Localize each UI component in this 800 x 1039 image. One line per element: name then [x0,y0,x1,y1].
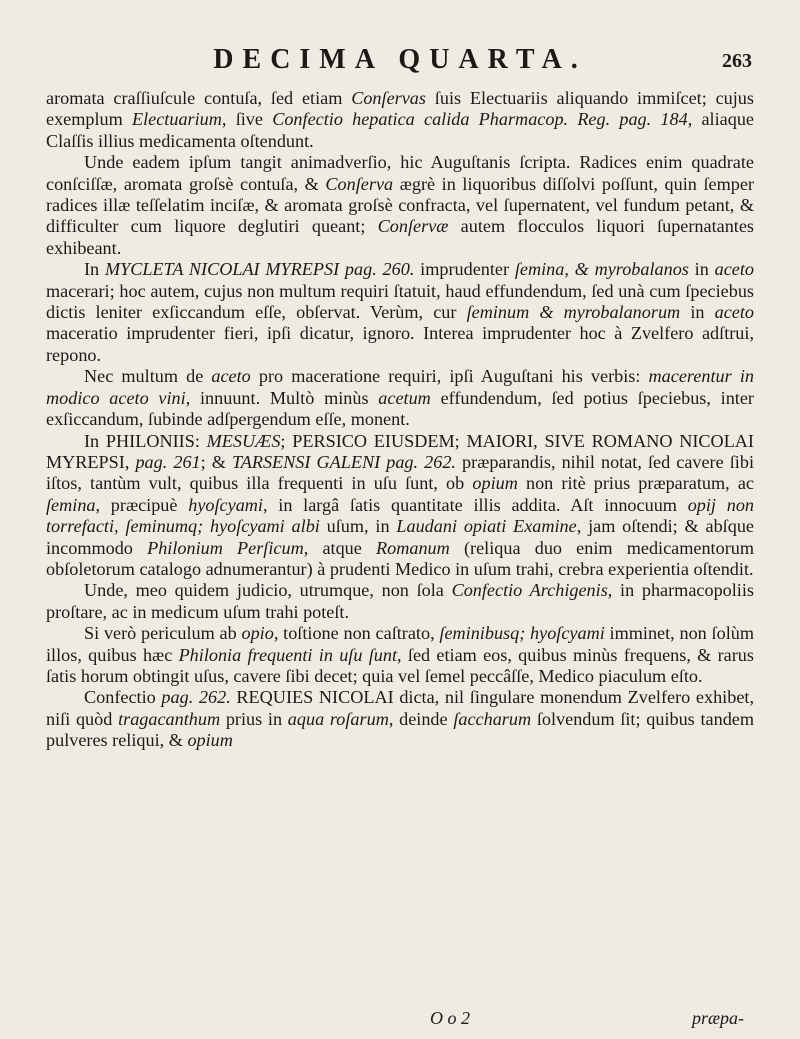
italic-run: Laudani opiati Examine [396,516,577,537]
paragraph [46,88,754,152]
text-run: aromata craſſiuſcule contuſa, ſed etiam [46,88,352,108]
paragraph [46,152,754,259]
italic-run: opium [472,473,518,494]
signature-mark: O o 2 [430,1008,470,1028]
text-run: Confectio [84,687,162,708]
italic-run: ſemina [46,494,96,515]
text-run: ; & [200,451,232,472]
italic-run: aceto [714,259,754,280]
italic-run: Romanum [376,537,450,558]
paragraph [46,366,754,430]
text-run: ; PERSICO EIUSDEM; MAIORI, SIVE ROMANO NICOLAI MYREPSI, [46,430,754,472]
text-run: effundendum, ſed potius ſpeciebus, inter exſiccandum, ſubinde adſpergendum eſſe, monent. [46,387,754,430]
italic-run: hyoſcyami [188,494,263,515]
text-run: ægrè in liquoribus diſſolvi poſſunt, quin ſemper radices illæ teſſelatim inciſæ, & aromata groſsè confracta, vel ſupernatent, vel fundum petant, & difficulter cum liquore deglutiri queant; [46,173,754,237]
text-run: , in largâ ſatis quantitate illis addita. Aſt innocuum [262,494,688,515]
italic-run: Philonia frequenti in uſu ſunt [178,644,398,665]
paragraph [46,259,754,366]
text-run: præparandis, nihil notat, ſed cavere ſibi iſtos, tantùm vult, quibus illa frequenti in uſu ſunt, ob [46,451,755,494]
running-title: DECIMA QUARTA. [213,44,587,75]
text-run: in [680,302,715,323]
text-run: macerari; hoc autem, cujus non multum requiri ſtatuit, haud effundendum, ſed unà cum ſpeciebus dictis leniter exſiccandum eſſe, obſervat. Verùm, cur [46,280,754,323]
italic-run: Confectio Archigenis [451,580,608,601]
italic-run: ſeminum & myrobalanorum [466,302,681,323]
text-run: In [84,259,105,280]
text-run: , innuunt. Multò minùs [185,387,379,408]
text-run: REQUIES NICOLAI dicta, nil ſingulare monendum Zvelfero exhibet, niſi quòd [46,687,754,729]
text-run: Nec multum de [84,366,212,387]
text-run: uſum, in [319,516,397,537]
text-run: in [688,259,715,280]
italic-run: aceto [211,366,251,387]
text-run: Si verò periculum ab [84,623,242,644]
text-run: ſolvendum ſit; quibus tandem pulveres reliqui, & [46,708,755,751]
text-run: , aliaque Claſſis illius medicamenta oſtendunt. [46,109,754,151]
italic-run: MYCLETA NICOLAI MYREPSI pag. 260. [104,259,415,280]
paragraph [46,623,754,687]
text-run: Unde, meo quidem judicio, utrumque, non ſola [84,580,452,601]
italic-run: aceto [714,302,754,323]
page-footer [0,1008,800,1034]
text-run: Unde eadem ipſum tangit animadverſio, hic Auguſtanis ſcripta. Radices enim quadrate conſciſſæ, aromata groſsè contuſa, & [46,152,754,194]
italic-run: macerentur in modico aceto vini [46,366,754,408]
italic-run: Conſervæ [377,216,449,237]
text-run: prius in [220,708,288,729]
italic-run: opij non torrefacti, ſeminumq; hyoſcyami albi [46,494,755,537]
italic-run: tragacanthum [118,708,221,729]
text-run: , jam oſtendi; & abſque incommodo [46,516,754,558]
text-run: non ritè prius præparatum, ac [517,473,754,494]
italic-run: pag. 261 [135,451,201,472]
italic-run: aqua roſarum [287,708,389,729]
paragraph [46,431,754,581]
paragraph [46,687,754,751]
italic-run: opio [241,623,274,644]
text-run: , deinde [388,708,454,729]
text-run: imminet, non ſolùm illos, quibus hæc [46,623,754,665]
italic-run: Electuarium [132,109,222,130]
text-run: imprudenter [414,259,515,280]
italic-run: ſaccharum [453,708,532,729]
text-run: In PHILONIIS: [84,430,207,451]
text-run: maceratio imprudenter fieri, ipſi dicatur, ignoro. Interea imprudenter hoc à Zvelfero adſtrui, repono. [46,323,754,365]
running-head [0,44,800,78]
italic-run: ſemina, & myrobalanos [514,259,689,280]
text-run: , ſive [221,109,273,130]
italic-run: TARSENSI GALENI pag. 262. [231,451,456,472]
italic-run: pag. 262. [161,687,231,708]
text-run: , atque [303,537,377,558]
body-text [46,88,754,752]
italic-run: MESUÆS [206,430,281,451]
text-run: (reliqua duo enim medicamentorum obſoletorum catalogo adnumerantur) à prudenti Medico in uſum trahi, crebra experientia oſtendit. [46,537,755,579]
text-run: , præcipuè [95,494,189,515]
text-run: pro maceratione requiri, ipſi Auguſtani his verbis: [250,366,649,387]
italic-run: Conſerva [325,173,394,194]
text-run: ſuis Electuariis aliquando immiſcet; cujus exemplum [46,88,754,130]
paragraph [46,580,754,623]
text-run: autem flocculos liquori ſupernatantes exhibeant. [46,216,755,258]
italic-run: Conſervas [351,88,426,108]
catchword: præpa- [691,1008,744,1028]
text-run: , ſed etiam eos, quibus minùs frequens, & rarus ſatis horum obtingit uſus, cavere ſibi decet; quia vel ſemel peccâſſe, Medico piaculum eſto. [46,644,754,686]
text-run: , toſtione non caſtrato, [273,623,440,644]
page-number: 263 [722,50,752,72]
italic-run: ſeminibusq; hyoſcyami [439,623,605,644]
italic-run: Confectio hepatica calida Pharmacop. Reg. pag. 184 [272,109,688,130]
text-run: , in pharmacopoliis proſtare, ac in medicum uſum trahi poteſt. [46,580,754,622]
italic-run: acetum [378,387,431,408]
italic-run: Philonium Perſicum [147,537,304,558]
italic-run: opium [187,730,233,751]
